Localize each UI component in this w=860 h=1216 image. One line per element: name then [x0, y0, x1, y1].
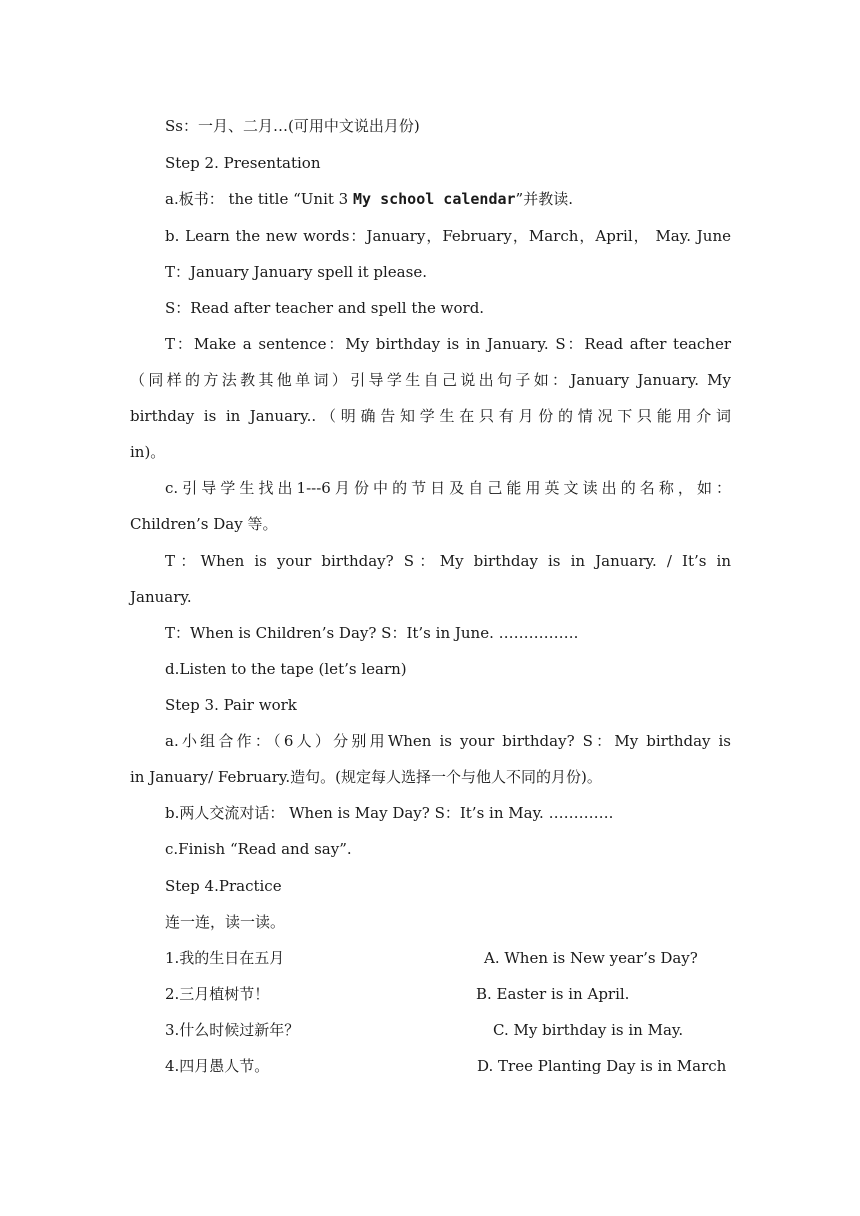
- line-make-sentence: T：Make a sentence：My birthday is in January. S：Read after teacher: [165, 335, 731, 353]
- line-january: January.: [130, 588, 192, 606]
- match-left-4: 4.四月愚人节。: [165, 1057, 270, 1075]
- match-right-a: A. When is New year’s Day?: [484, 949, 698, 967]
- line-birthday-in: birthday is in January..（明确告知学生在只有月份的情况下只能用介词: [130, 407, 731, 425]
- line-childrens-day: Children’s Day 等。: [130, 515, 278, 533]
- board-title-prefix: a.板书： the title “Unit 3: [165, 190, 353, 208]
- line-group-work: a.小组合作：（6人）分别用When is your birthday? S：My birthday is: [165, 732, 731, 750]
- line-read-and-say: c.Finish “Read and say”.: [165, 840, 352, 858]
- line-when-childrens: T：When is Children’s Day? S：It’s in June. …………….: [165, 624, 579, 642]
- match-right-b: B. Easter is in April.: [476, 985, 630, 1003]
- line-board-title: [165, 189, 731, 209]
- line-ss-months: Ss：一月、二月…(可用中文说出月份): [165, 117, 420, 135]
- line-find-festivals: c.引导学生找出1---6月份中的节日及自己能用英文读出的名称，如：: [165, 479, 731, 497]
- line-pair-dialogue: b.两人交流对话： When is May Day? S：It’s in May. ………….: [165, 804, 614, 822]
- line-t-spell: T：January January spell it please.: [165, 263, 427, 281]
- line-match-read: 连一连，读一读。: [165, 913, 286, 931]
- line-new-words: b. Learn the new words：January，February，March，April， May. June: [165, 227, 731, 245]
- line-listen-tape: d.Listen to the tape (let’s learn): [165, 660, 407, 678]
- match-left-1: 1.我的生日在五月: [165, 949, 285, 967]
- line-group-work-cont: in January/ February.造句。(规定每人选择一个与他人不同的月份)。: [130, 768, 602, 786]
- board-title-bold: My school calendar: [352, 190, 516, 208]
- match-left-3: 3.什么时候过新年？: [165, 1021, 300, 1039]
- match-left-2: 2.三月植树节！: [165, 985, 270, 1003]
- step3-heading: Step 3. Pair work: [165, 696, 297, 714]
- step2-heading: Step 2. Presentation: [165, 154, 321, 172]
- line-same-method: （同样的方法教其他单词）引导学生自己说出句子如：January January. My: [130, 371, 731, 389]
- step4-heading: Step 4.Practice: [165, 877, 282, 895]
- match-right-c: C. My birthday is in May.: [493, 1021, 684, 1039]
- line-when-birthday: T：When is your birthday? S：My birthday is in January. / It’s in: [165, 552, 731, 570]
- match-right-d: D. Tree Planting Day is in March: [477, 1057, 727, 1075]
- line-s-read: S：Read after teacher and spell the word.: [165, 299, 485, 317]
- board-title-suffix: ”并教读.: [515, 190, 573, 208]
- line-in: in)。: [130, 443, 166, 461]
